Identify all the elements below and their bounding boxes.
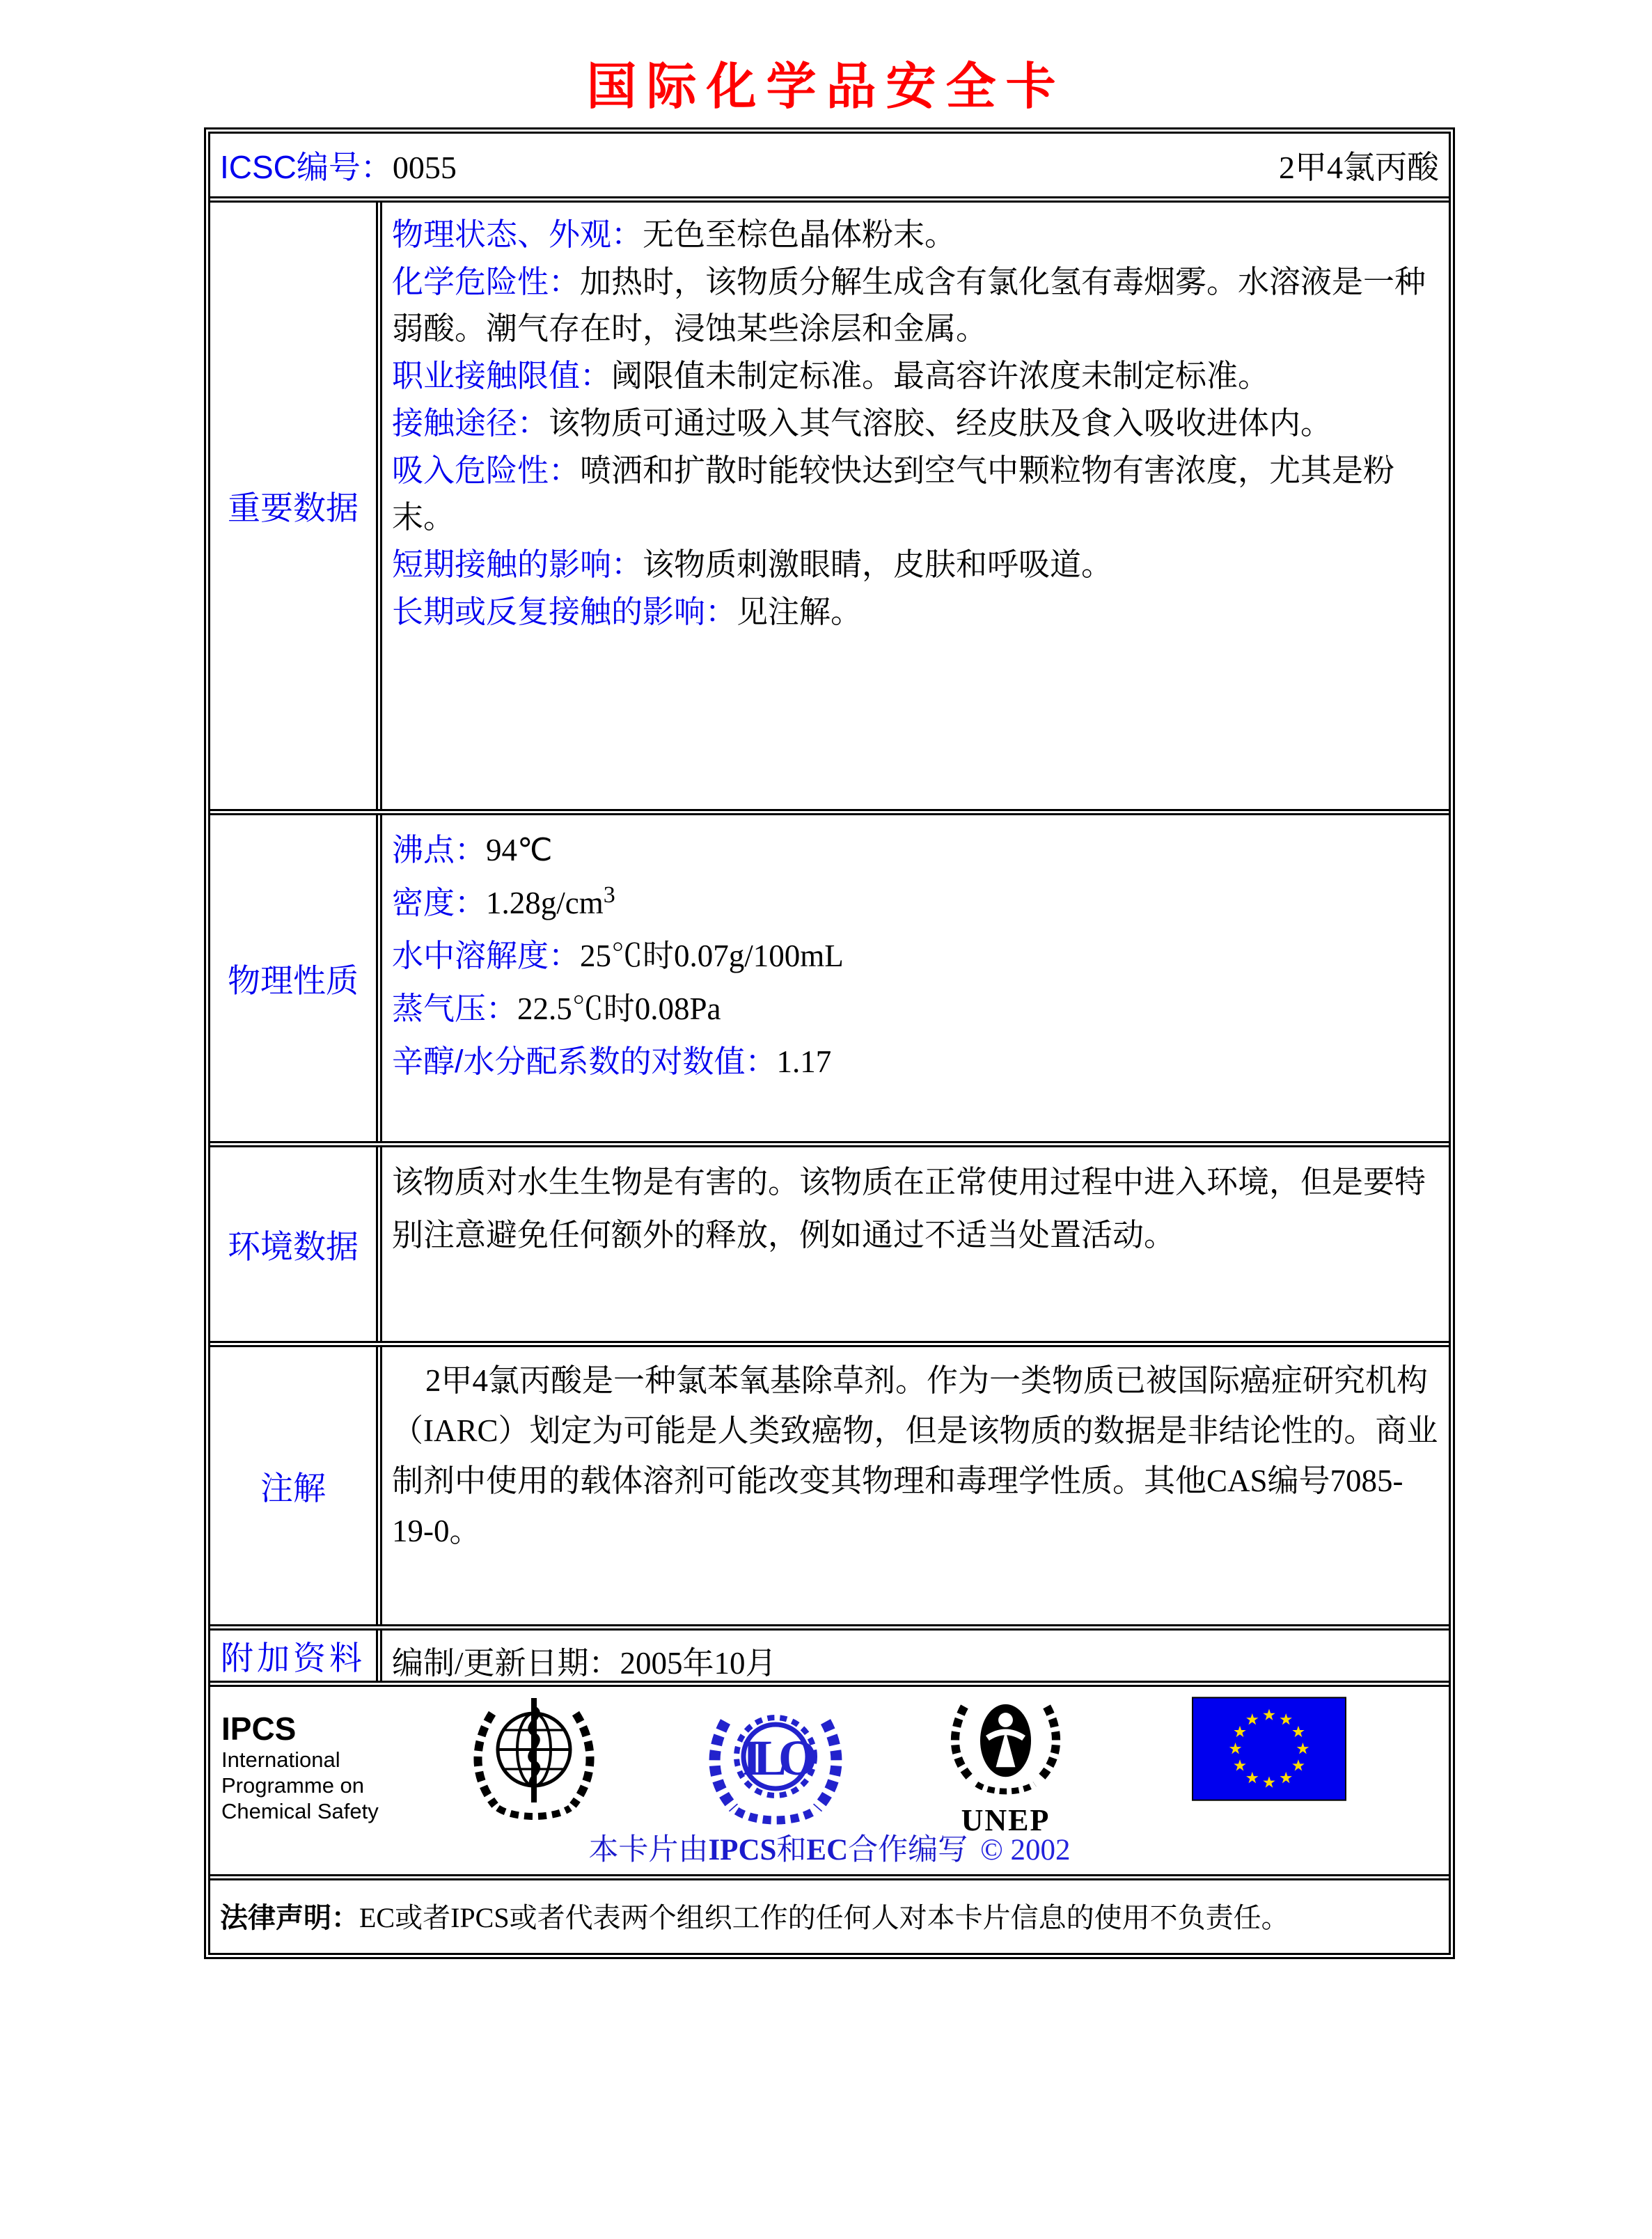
item-key: 吸入危险性： [392,453,581,488]
important-item [392,447,1439,541]
header-row [210,134,1449,203]
item-key: 职业接触限值： [392,358,612,393]
additional-info-content [382,1631,1449,1681]
icsc-number-value: 0055 [392,150,457,185]
important-item [392,541,1439,588]
section-label-text: 注解 [260,1469,326,1507]
coop-ipcs: IPCS [708,1834,777,1867]
important-item [392,400,1439,447]
additional-info-row [210,1631,1449,1687]
update-date-value: 2005年10月 [620,1646,777,1681]
item-text: 该物质可通过吸入其气溶胶、经皮肤及食入吸收进体内。 [549,406,1332,441]
environment-text: 该物质对水生生物是有害的。该物质在正常使用过程中进入环境，但是要特别注意避免任何额外的释放，例如通过不适当处置活动。 [392,1165,1426,1252]
copyright: © 2002 [980,1834,1071,1867]
chemical-name: 2甲4氯丙酸 [1279,150,1439,185]
cooperation-line [210,1826,1449,1869]
physical-item [392,982,1439,1035]
coop-suffix: 合作编写 [848,1833,968,1867]
eu-flag-icon [1192,1697,1346,1801]
environmental-data-row [210,1147,1449,1347]
item-text: 喷洒和扩散时能较快达到空气中颗粒物有害浓度，尤其是粉末。 [392,453,1395,535]
item-text: 94℃ [486,833,553,867]
icsc-number [220,142,457,188]
physical-properties-content [382,815,1449,1141]
section-label-additional-info [210,1631,382,1681]
update-date-key: 编制/更新日期： [392,1646,620,1681]
section-label-notes [210,1347,382,1624]
unep-logo-block [945,1690,1067,1837]
ipcs-text-block [221,1711,379,1824]
item-key: 长期或反复接触的影响： [392,594,737,629]
section-label-important-data [210,203,382,809]
coop-ec: EC [806,1834,849,1867]
ilo-logo-icon [706,1691,845,1830]
important-data-content [382,203,1449,809]
item-key: 短期接触的影响： [392,547,643,582]
item-key: 沸点： [392,832,487,867]
item-key: 物理状态、外观： [392,217,643,252]
logos-row [210,1687,1449,1880]
section-label-environmental-data [210,1147,382,1341]
important-item [392,588,1439,636]
item-text: 1.28g/cm [486,886,604,920]
item-key: 蒸气压： [392,991,518,1026]
physical-item [392,1035,1439,1088]
environmental-data-content [382,1147,1449,1341]
item-text: 见注解。 [737,595,863,629]
legal-text: EC或者IPCS或者代表两个组织工作的任何人对本卡片信息的使用不负责任。 [359,1902,1289,1933]
item-key: 密度： [392,885,487,920]
unep-logo-icon [945,1690,1067,1801]
icsc-number-label: ICSC编号： [220,149,393,185]
item-text: 加热时，该物质分解生成含有氯化氢有毒烟雾。水溶液是一种弱酸。潮气存在时，浸蚀某些涂层和金属。 [392,265,1426,346]
section-label-text: 环境数据 [228,1227,359,1265]
density-superscript: 3 [603,882,615,908]
ipcs-subtitle-line: Programme on [221,1773,365,1798]
unep-label: UNEP [961,1803,1051,1837]
item-key: 化学危险性： [392,264,581,299]
physical-item [392,877,1439,929]
section-label-physical-properties [210,815,382,1141]
important-data-row [210,203,1449,815]
ipcs-subtitle-line: Chemical Safety [221,1799,379,1823]
icsc-card [204,127,1455,1959]
item-text: 22.5℃时0.08Pa [517,991,721,1026]
section-label-text: 物理性质 [228,961,359,999]
coop-prefix: 本卡片由 [588,1833,709,1867]
important-item [392,211,1439,258]
ipcs-subtitle-line: International [221,1747,340,1772]
item-text: 25℃时0.07g/100mL [580,938,844,973]
item-text: 该物质刺激眼睛，皮肤和呼吸道。 [643,547,1113,582]
coop-mid: 和 [776,1833,807,1867]
notes-row [210,1347,1449,1631]
item-key: 水中溶解度： [392,938,581,973]
item-key: 接触途径： [392,405,549,441]
who-logo-icon [464,1691,604,1830]
section-label-text: 附加资料 [221,1639,365,1676]
physical-item [392,929,1439,982]
item-text: 阈限值未制定标准。最高容许浓度未制定标准。 [611,359,1270,393]
legal-label: 法律声明： [220,1903,359,1933]
ilo-letters: ILO [741,1730,810,1786]
page-title: 国际化学品安全卡 [586,59,1066,115]
important-item [392,352,1439,400]
item-text: 无色至棕色晶体粉末。 [643,217,957,252]
notes-text: 2甲4氯丙酸是一种氯苯氧基除草剂。作为一类物质已被国际癌症研究机构（IARC）划定为可能是人类致癌物，但是该物质的数据是非结论性的。商业制剂中使用的载体溶剂可能改变其物理和毒理学性质。其他CAS编号7085-19-0。 [392,1363,1438,1548]
item-text: 1.17 [776,1044,832,1079]
ipcs-title: IPCS [221,1711,297,1747]
item-key: 辛醇/水分配系数的对数值： [392,1044,777,1079]
physical-item [392,824,1439,877]
notes-content [382,1347,1449,1624]
section-label-text: 重要数据 [228,489,359,526]
physical-properties-row [210,815,1449,1147]
legal-row [210,1880,1449,1953]
important-item [392,258,1439,352]
